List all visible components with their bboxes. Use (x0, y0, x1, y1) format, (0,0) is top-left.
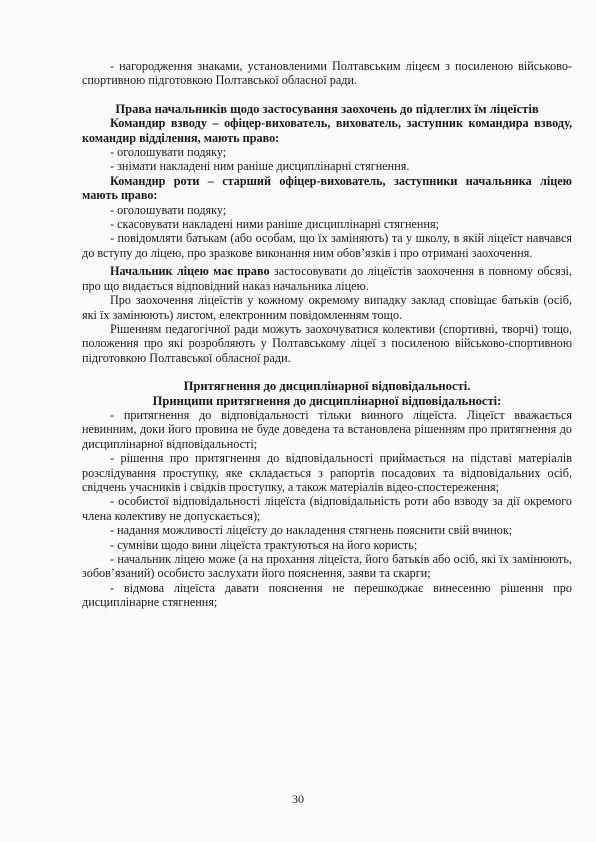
collectives-paragraph: Рішенням педагогічної ради можуть заохочуватися колективи (спортивні, творчі) тощо, положення про які розробляють у Полтавському ліцеї з посиленою військово-спортивною підготовкою Полтавської обласної ради. (82, 321, 572, 365)
platoon-item: - оголошувати подяку; (110, 145, 227, 160)
head-of-lyceum-text: застосовувати до ліцеїстів заохочення в повному обсязі, про що видається відповідний наказ начальника ліцею. (82, 264, 572, 293)
page-content (82, 59, 572, 610)
head-of-lyceum-paragraph (82, 264, 572, 293)
page-number: 30 (292, 792, 304, 806)
platoon-commander-heading: Командир взводу – офіцер-вихователь, вихователь, заступник командира взводу, командир відділення, мають право: (82, 116, 572, 145)
parents-notification-paragraph: Про заохочення ліцеїстів у кожному окремому випадку заклад сповіщає батьків (осіб, які їх замінюють) листом, електронним повідомленням тощо. (82, 293, 572, 322)
section-title-rights: Права начальників щодо застосування заохочень до підлеглих їм ліцеїстів (115, 101, 539, 116)
principle-item: - відмова ліцеїста давати пояснення не перешкоджає винесенню рішення про дисциплінарне стягнення; (82, 580, 572, 610)
company-item: - скасовувати накладені ними раніше дисциплінарні стягнення; (110, 217, 439, 232)
company-item: - оголошувати подяку; (110, 202, 227, 217)
section-subtitle-principles: Принципи притягнення до дисциплінарної відповідальності: (152, 393, 502, 408)
award-item: - нагородження знаками, установленими Полтавським ліцеєм з посиленою військово-спортивною підготовкою Полтавської обласної ради. (82, 59, 572, 88)
principle-item: - рішення про притягнення до відповідальності приймається на підставі матеріалів розслідування проступку, яке складається з рапортів посадових та відповідальних осіб, свідчень учасників і свідків проступку, а також матеріалів відео-спостереження; (82, 451, 572, 494)
company-commander-heading: Командир роти – старший офіцер-вихователь, заступники начальника ліцею мають право: (82, 173, 572, 203)
principle-item: - начальник ліцею може (а на прохання ліцеїста, його батьків або осіб, які їх замінюють, зобов’язаний) особисто заслухати його пояснення, заяви та скарги; (82, 552, 572, 581)
head-of-lyceum-bold: Начальник ліцею має право (110, 264, 270, 279)
principle-item: - притягнення до відповідальності тільки винного ліцеїста. Ліцеїст вважається невинним, доки його провина не буде доведена та встановлена рішенням про притягнення до дисциплінарної відповідальності; (82, 407, 572, 451)
platoon-item: - знімати накладені ним раніше дисциплінарні стягнення. (110, 159, 410, 174)
section-title-discipline: Притягнення до дисциплінарної відповідальності. (183, 379, 471, 394)
principle-item: - сумніви щодо вини ліцеїста трактуються на його користь; (110, 537, 418, 552)
principle-item: - особистої відповідальності ліцеїста (відповідальність роти або взводу за дії окремого члена колективу не допускається); (82, 494, 572, 523)
company-item: - повідомляти батькам (або особам, що їх заміняють) та у школу, в якій ліцеїст навчався до вступу до ліцею, про зразкове виконання ним обов’язків і про отримані заохочення. (82, 231, 572, 260)
principle-item: - надання можливості ліцеїсту до накладення стягнень пояснити свій вчинок; (110, 523, 513, 538)
